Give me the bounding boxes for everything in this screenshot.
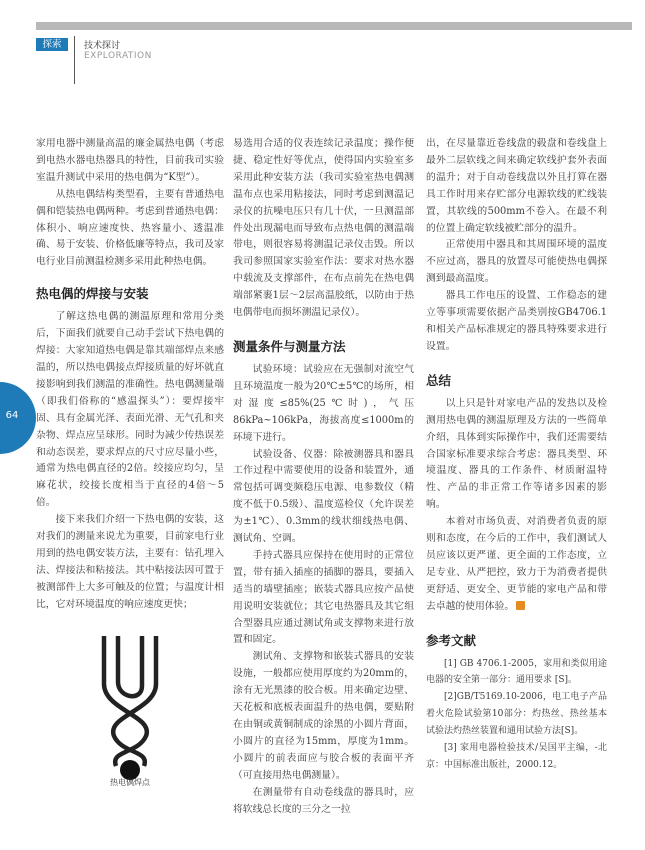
thermocouple-junction-diagram [90,632,170,782]
header-top-bar [36,22,632,30]
section-heading-welding: 热电偶的焊接与安装 [36,286,149,302]
paragraph: 试验环境：试验应在无强制对流空气且环境温度一般为20℃±5℃的场所，相对湿度≤85%(25℃时)，气压86kPa~106kPa，海拔高度≤1000m的环境下进行。 [233,363,414,443]
header-divider [74,36,75,84]
paragraph: 器具工作电压的设置、工作稳态的建立等事项需要依据产品类别按GB4706.1和相关产品标准规定的器具特殊要求进行设置。 [426,290,607,352]
paragraph-text: 本着对市场负责、对消费者负责的原则和态度，在今后的工作中，我们测试人员应该以更严谨、更全面的工作态度，立足专业、从严把控，致力于为消费者提供更舒适、更安全、更节能的家电产品和带去卓越的使用体验。 [426,516,607,612]
category-title: 技术探讨 [84,41,121,51]
article-end-icon [516,601,525,610]
paragraph: 测试角、支撑物和嵌装式器具的安装设施，一般都应使用厚度约为20mm的，涂有无光黑漆的胶合板。用来确定边壁、天花板和底板表面温升的热电偶，要贴附在由铜或黄铜制成的涂黑的小圆片背面，小圆片的直径为15mm，厚度为1mm。小圆片的前表面应与胶合板的表面平齐（可直接用热电偶测量）。 [233,651,414,781]
paragraph: 接下来我们介绍一下热电偶的安装，这对我们的测量来说尤为重要，目前家电行业用到的热电偶安装方法，主要有：钻孔埋入法、焊接法和粘接法。其中粘接法因可置于被测部件上大多可触及的位置；与温度计相比，它对环境温度的响应速度更快； [36,514,224,610]
section-heading-conditions: 测量条件与测量方法 [233,338,346,354]
section-heading-references: 参考文献 [426,632,477,648]
paragraph: 正常使用中器具和其周围环境的温度不应过高，器具的放置尽可能使热电偶探测到最高温度。 [426,239,607,285]
paragraph: 试验设备、仪器：除被测器具和器具工作过程中需要使用的设备和装置外，通常包括可调变频稳压电源、电参数仪（精度不低于0.5级）、温度巡检仪（允许误差为±1℃）、0.3mm的线状细线热电偶、测试角、空调。 [233,448,414,545]
paragraph [426,514,607,615]
thermocouple-wire-inner [118,636,142,696]
reference-item: [1] GB 4706.1-2005，家用和类似用途电器的安全第一部分：通用要求 [S]。 [426,658,607,686]
paragraph: 出，在尽量靠近卷线盘的毂盘和卷线盘上最外二层软线之间来确定软线护套外表面的温升；对于自动卷线盘以外且打算在器具工作时用来存贮部分电源软线的贮线装置，其软线的500mm不卷入。在最不利的位置上确定软线被贮部分的温升。 [426,138,607,234]
diagram-caption: 热电偶焊点 [110,778,150,787]
page-number: 64 [5,410,19,421]
reference-list [426,656,607,774]
column-2 [233,136,414,818]
section-tag: 探索 [36,38,68,51]
paragraph: 手持式器具应保持在使用时的正常位置，带有插入插座的插脚的器具，要插入适当的墙壁插座；嵌装式器具应按产品使用说明安装就位；其它电热器具及其它组合型器具应通过测试角或支撑物来进行放置和固定。 [233,549,414,646]
column-3 [426,136,607,774]
paragraph: 易选用合适的仪表连续记录温度；操作便捷、稳定性好等优点，使得国内实验室多采用此种安装方法（我司实验室热电偶测温布点也采用粘接法，同时考虑到测温记录仪的抗噪电压只有几十伏，一旦测温部件处出现漏电而导致布点热电偶的测温端带电，则很容易将测温记录仪击毁。所以我司参照国家实验室作法：要求对热水器中载流及支撑部件，在布点前先在热电偶端部紧裹1层～2层高温胶纸，以防由于热电偶带电而损坏测温记录仪）。 [233,138,414,319]
paragraph: 了解这热电偶的测温原理和常用分类后，下面我们就要自己动手尝试下热电偶的焊接：大家知道热电偶是靠其端部焊点来感温的，所以热电偶接点焊接质量的好坏就直接影响到我们测温的准确性。热电偶测量端（即我们俗称的“感温探头”）：要焊接牢固、具有金属光泽、表面光滑、无气孔和夹杂物、焊点应呈球形。同时为减少传热误差和动态误差，要求焊点的尺寸应尽量小些，通常为热电偶直径的2倍。绞接应均匀，呈麻花状，绞接长度相当于直径的4倍～5倍。 [36,311,224,509]
paragraph: 以上只是针对家电产品的发热以及检测用热电偶的测温原理及方法的一些简单介绍，具体到实际操作中，我们还需要结合国家标准要求综合考虑：器具类型、环境温度、器具的工作条件、材质耐温特性、产品的非正常工作等诸多因素的影响。 [426,397,607,511]
paragraph: 家用电器中测量高温的廉金属热电偶（考虑到电热水器电热器具的特性，目前我司实验室温升测试中采用的热电偶为“K型”）。 [36,138,224,183]
reference-item: [3] 家用电器检验技术/吴国平主编，-北京：中国标准出版社，2000.12。 [426,743,607,770]
category-subtitle: EXPLORATION [84,51,152,61]
reference-item: [2]GB/T5169.10-2006，电工电子产品着火危险试验第10部分：灼热丝、热丝基本试验法灼热丝装置和通用试验方法[S]。 [426,692,607,737]
paragraph: 从热电偶结构类型看，主要有普通热电偶和铠装热电偶两种。考虑到普通热电偶：体积小、响应速度快、热容量小、透温准确、易于安装、价格低廉等特点，我司及家电行业目前测温检测多采用此种热电偶。 [36,188,224,268]
section-heading-summary: 总结 [426,372,452,388]
paragraph: 在测量带有自动卷线盘的器具时，应将软线总长度的三分之一拉 [233,786,414,815]
column-1 [36,136,224,614]
